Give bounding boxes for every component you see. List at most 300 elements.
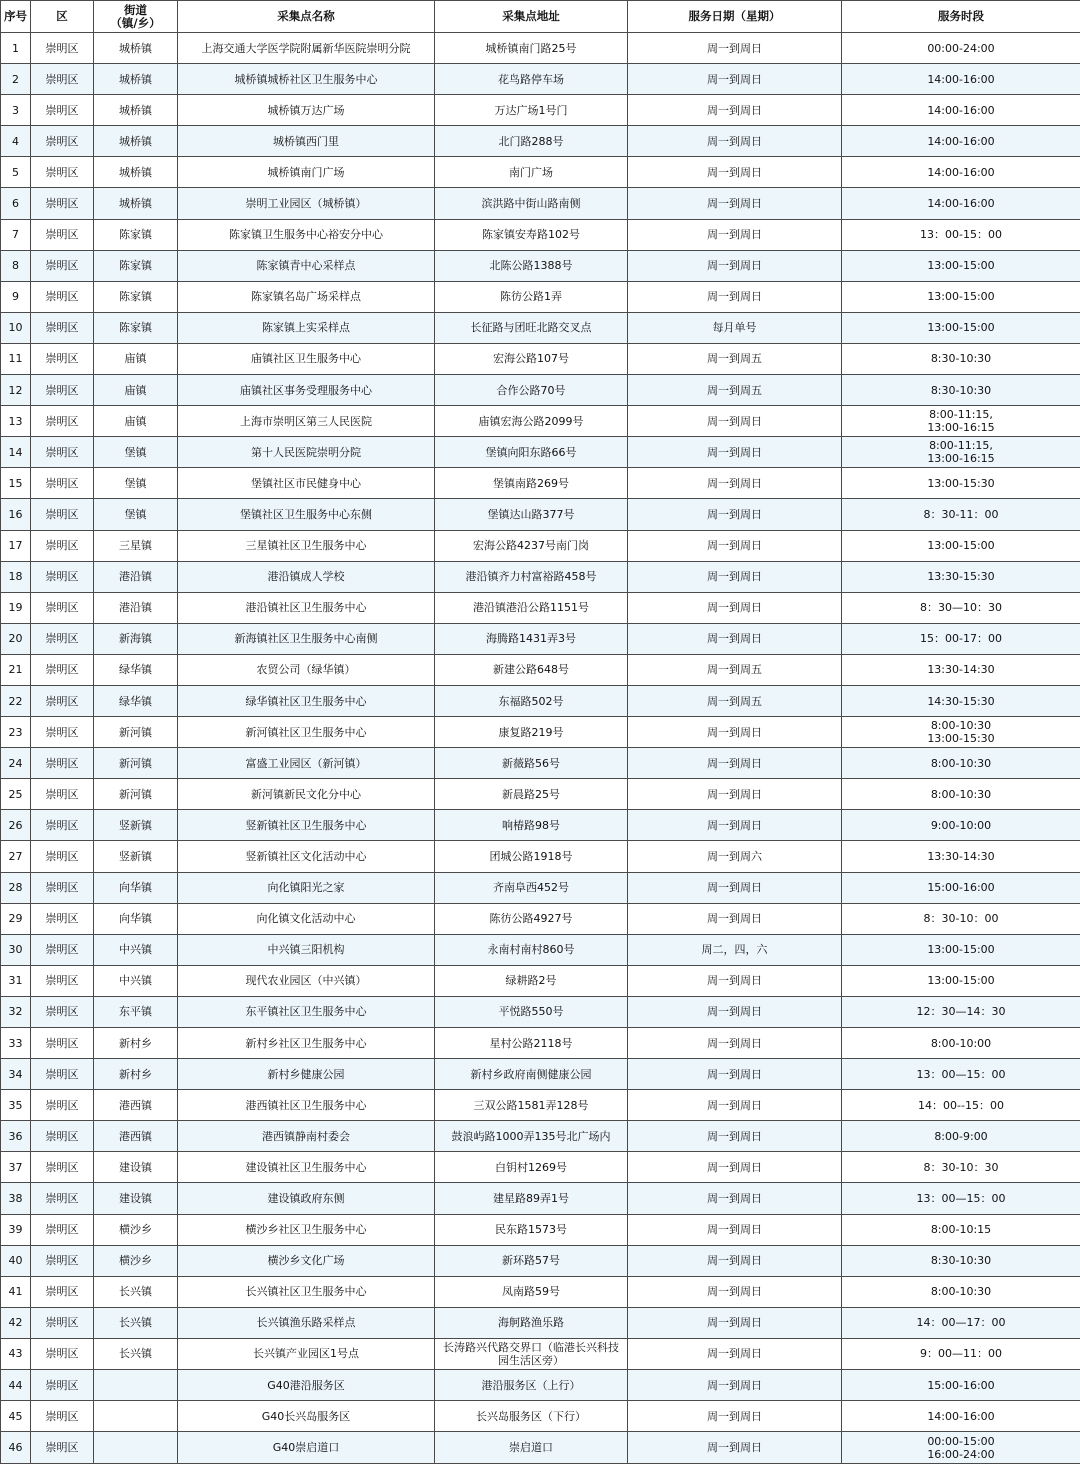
cell-district: 崇明区: [31, 219, 94, 250]
cell-street: 长兴镇: [94, 1338, 178, 1369]
cell-service-days: 周一到周日: [628, 1307, 842, 1338]
cell-site-name: 新村乡健康公园: [178, 1059, 435, 1090]
cell-service-days: 周一到周日: [628, 468, 842, 499]
cell-site-address: 新村乡政府南侧健康公园: [435, 1059, 628, 1090]
cell-street: 绿华镇: [94, 685, 178, 716]
cell-street: 城桥镇: [94, 157, 178, 188]
cell-site-address: 陈家镇安寿路102号: [435, 219, 628, 250]
cell-street: 庙镇: [94, 406, 178, 437]
cell-service-hours: 8：30-11：00: [842, 499, 1080, 530]
cell-street: 新河镇: [94, 779, 178, 810]
cell-site-name: 农贸公司（绿华镇）: [178, 654, 435, 685]
cell-district: 崇明区: [31, 623, 94, 654]
cell-service-hours: 14:00-16:00: [842, 188, 1080, 219]
cell-site-address: 东福路502号: [435, 685, 628, 716]
cell-site-address: 北门路288号: [435, 126, 628, 157]
cell-site-name: 上海市崇明区第三人民医院: [178, 406, 435, 437]
cell-site-address: 堡镇达山路377号: [435, 499, 628, 530]
cell-service-hours: 8:00-10:30: [842, 1276, 1080, 1307]
cell-site-address: 堡镇南路269号: [435, 468, 628, 499]
cell-street: 陈家镇: [94, 219, 178, 250]
cell-site-name: 港沿镇成人学校: [178, 561, 435, 592]
cell-site-address: 新薇路56号: [435, 748, 628, 779]
cell-service-days: 周一到周日: [628, 1028, 842, 1059]
cell-service-hours: 00:00-15:00 16:00-24:00: [842, 1432, 1080, 1464]
cell-site-name: 庙镇社区事务受理服务中心: [178, 375, 435, 406]
cell-site-address: 港沿镇齐力村富裕路458号: [435, 561, 628, 592]
cell-street: 庙镇: [94, 343, 178, 374]
cell-district: 崇明区: [31, 1152, 94, 1183]
cell-district: 崇明区: [31, 654, 94, 685]
cell-site-name: G40崇启道口: [178, 1432, 435, 1464]
cell-street: [94, 1370, 178, 1401]
cell-service-hours: 13：00—15：00: [842, 1183, 1080, 1214]
cell-row-index: 37: [1, 1152, 31, 1183]
cell-row-index: 44: [1, 1370, 31, 1401]
cell-row-index: 18: [1, 561, 31, 592]
cell-street: 堡镇: [94, 468, 178, 499]
cell-street: 长兴镇: [94, 1276, 178, 1307]
cell-street: 横沙乡: [94, 1245, 178, 1276]
cell-district: 崇明区: [31, 717, 94, 748]
cell-site-name: 崇明工业园区（城桥镇）: [178, 188, 435, 219]
cell-service-days: 周一到周日: [628, 717, 842, 748]
cell-service-hours: 13：00—15：00: [842, 1059, 1080, 1090]
table-row: [1, 779, 1080, 810]
table-row: [1, 592, 1080, 623]
table-row: [1, 406, 1080, 437]
cell-service-days: 周一到周日: [628, 1401, 842, 1432]
cell-site-name: 新河镇新民文化分中心: [178, 779, 435, 810]
cell-street: [94, 1401, 178, 1432]
cell-street: 新村乡: [94, 1059, 178, 1090]
cell-district: 崇明区: [31, 1121, 94, 1152]
cell-street: 新海镇: [94, 623, 178, 654]
cell-site-name: G40长兴岛服务区: [178, 1401, 435, 1432]
cell-street: 城桥镇: [94, 64, 178, 95]
cell-row-index: 9: [1, 281, 31, 312]
header-service-hours: 服务时段: [842, 1, 1080, 33]
header-index: 序号: [1, 1, 31, 33]
cell-district: 崇明区: [31, 281, 94, 312]
cell-service-days: 周一到周日: [628, 437, 842, 468]
cell-district: 崇明区: [31, 592, 94, 623]
cell-site-address: 新环路57号: [435, 1245, 628, 1276]
cell-district: 崇明区: [31, 406, 94, 437]
cell-service-hours: 00:00-24:00: [842, 33, 1080, 64]
header-site-name: 采集点名称: [178, 1, 435, 33]
cell-site-name: 横沙乡文化广场: [178, 1245, 435, 1276]
table-row: [1, 437, 1080, 468]
header-service-days: 服务日期（星期）: [628, 1, 842, 33]
cell-site-address: 崇启道口: [435, 1432, 628, 1464]
cell-street: 长兴镇: [94, 1307, 178, 1338]
cell-district: 崇明区: [31, 1401, 94, 1432]
cell-service-hours: 14:00-16:00: [842, 1401, 1080, 1432]
table-row: [1, 95, 1080, 126]
cell-service-hours: 13:30-14:30: [842, 654, 1080, 685]
cell-service-days: 周一到周五: [628, 654, 842, 685]
cell-service-days: 周一到周日: [628, 188, 842, 219]
cell-row-index: 26: [1, 810, 31, 841]
table-row: [1, 126, 1080, 157]
table-row: [1, 219, 1080, 250]
cell-service-days: 周一到周日: [628, 1432, 842, 1464]
cell-district: 崇明区: [31, 468, 94, 499]
cell-district: 崇明区: [31, 748, 94, 779]
cell-row-index: 41: [1, 1276, 31, 1307]
cell-street: 新村乡: [94, 1028, 178, 1059]
table-row: [1, 375, 1080, 406]
cell-site-address: 宏海公路4237号南门岗: [435, 530, 628, 561]
cell-site-name: 长兴镇渔乐路采样点: [178, 1307, 435, 1338]
cell-site-address: 港沿服务区（上行）: [435, 1370, 628, 1401]
cell-service-days: 周一到周日: [628, 623, 842, 654]
table-row: [1, 1370, 1080, 1401]
cell-service-hours: 8：30—10：30: [842, 592, 1080, 623]
cell-street: 城桥镇: [94, 188, 178, 219]
table-row: [1, 1183, 1080, 1214]
cell-street: 东平镇: [94, 996, 178, 1027]
cell-site-address: 庙镇宏海公路2099号: [435, 406, 628, 437]
table-row: [1, 841, 1080, 872]
cell-site-name: 绿华镇社区卫生服务中心: [178, 685, 435, 716]
cell-service-days: 周二，四，六: [628, 934, 842, 965]
cell-street: 中兴镇: [94, 934, 178, 965]
cell-row-index: 17: [1, 530, 31, 561]
cell-street: 庙镇: [94, 375, 178, 406]
cell-district: 崇明区: [31, 188, 94, 219]
cell-service-hours: 8：30-10：30: [842, 1152, 1080, 1183]
cell-street: 城桥镇: [94, 126, 178, 157]
cell-district: 崇明区: [31, 157, 94, 188]
cell-row-index: 45: [1, 1401, 31, 1432]
cell-site-name: 东平镇社区卫生服务中心: [178, 996, 435, 1027]
cell-site-address: 宏海公路107号: [435, 343, 628, 374]
cell-street: 新河镇: [94, 748, 178, 779]
cell-site-address: 永南村南村860号: [435, 934, 628, 965]
cell-service-days: 每月单号: [628, 312, 842, 343]
table-row: [1, 934, 1080, 965]
cell-site-name: 新村乡社区卫生服务中心: [178, 1028, 435, 1059]
cell-row-index: 39: [1, 1214, 31, 1245]
cell-street: 陈家镇: [94, 250, 178, 281]
cell-site-name: 城桥镇南门广场: [178, 157, 435, 188]
cell-row-index: 2: [1, 64, 31, 95]
cell-site-address: 长兴岛服务区（下行）: [435, 1401, 628, 1432]
table-row: [1, 33, 1080, 64]
cell-service-days: 周一到周日: [628, 281, 842, 312]
cell-district: 崇明区: [31, 903, 94, 934]
cell-service-hours: 8:00-10:30 13:00-15:30: [842, 717, 1080, 748]
cell-street: 港西镇: [94, 1090, 178, 1121]
cell-service-days: 周一到周日: [628, 250, 842, 281]
header-district: 区: [31, 1, 94, 33]
cell-site-name: 建设镇政府东侧: [178, 1183, 435, 1214]
cell-service-hours: 8:00-10:30: [842, 779, 1080, 810]
cell-service-hours: 8:00-10:15: [842, 1214, 1080, 1245]
cell-service-days: 周一到周日: [628, 779, 842, 810]
cell-site-address: 港沿镇港沿公路1151号: [435, 592, 628, 623]
cell-site-name: 向化镇阳光之家: [178, 872, 435, 903]
cell-row-index: 31: [1, 965, 31, 996]
cell-service-days: 周一到周日: [628, 748, 842, 779]
table-row: [1, 561, 1080, 592]
cell-site-address: 城桥镇南门路25号: [435, 33, 628, 64]
cell-site-name: 城桥镇城桥社区卫生服务中心: [178, 64, 435, 95]
cell-site-address: 陈彷公路4927号: [435, 903, 628, 934]
cell-service-hours: 14:00-16:00: [842, 126, 1080, 157]
table-row: [1, 1214, 1080, 1245]
cell-row-index: 46: [1, 1432, 31, 1464]
cell-street: 陈家镇: [94, 281, 178, 312]
cell-district: 崇明区: [31, 685, 94, 716]
cell-service-hours: 9：00—11：00: [842, 1338, 1080, 1369]
table-row: [1, 157, 1080, 188]
cell-site-address: 万达广场1号门: [435, 95, 628, 126]
cell-site-name: 向化镇文化活动中心: [178, 903, 435, 934]
cell-site-name: 竖新镇社区卫生服务中心: [178, 810, 435, 841]
table-row: [1, 281, 1080, 312]
table-row: [1, 1401, 1080, 1432]
cell-street: 堡镇: [94, 437, 178, 468]
cell-service-days: 周一到周日: [628, 1338, 842, 1369]
cell-site-address: 平悦路550号: [435, 996, 628, 1027]
cell-site-address: 绿耕路2号: [435, 965, 628, 996]
cell-service-days: 周一到周日: [628, 126, 842, 157]
table-row: [1, 1432, 1080, 1464]
cell-service-hours: 13:00-15:00: [842, 530, 1080, 561]
cell-service-hours: 8:00-10:30: [842, 748, 1080, 779]
cell-district: 崇明区: [31, 872, 94, 903]
cell-service-hours: 13:00-15:00: [842, 965, 1080, 996]
cell-site-name: 堡镇社区市民健身中心: [178, 468, 435, 499]
cell-street: 新河镇: [94, 717, 178, 748]
cell-service-days: 周一到周五: [628, 685, 842, 716]
cell-row-index: 25: [1, 779, 31, 810]
cell-service-hours: 8:30-10:30: [842, 343, 1080, 374]
cell-site-address: 海舸路渔乐路: [435, 1307, 628, 1338]
cell-row-index: 7: [1, 219, 31, 250]
cell-street: 竖新镇: [94, 810, 178, 841]
cell-site-address: 堡镇向阳东路66号: [435, 437, 628, 468]
cell-service-days: 周一到周日: [628, 1276, 842, 1307]
cell-service-days: 周一到周日: [628, 903, 842, 934]
cell-street: 三星镇: [94, 530, 178, 561]
cell-district: 崇明区: [31, 126, 94, 157]
cell-site-address: 建星路89弄1号: [435, 1183, 628, 1214]
cell-street: 堡镇: [94, 499, 178, 530]
cell-service-days: 周一到周日: [628, 996, 842, 1027]
table-row: [1, 810, 1080, 841]
cell-row-index: 42: [1, 1307, 31, 1338]
cell-site-address: 鼓浪屿路1000弄135号北广场内: [435, 1121, 628, 1152]
table-row: [1, 1307, 1080, 1338]
cell-site-address: 海腾路1431弄3号: [435, 623, 628, 654]
header-row: [1, 1, 1080, 33]
cell-service-hours: 13:30-14:30: [842, 841, 1080, 872]
cell-service-hours: 14:00-16:00: [842, 157, 1080, 188]
cell-service-days: 周一到周日: [628, 1121, 842, 1152]
cell-service-hours: 8：30-10：00: [842, 903, 1080, 934]
cell-service-days: 周一到周日: [628, 872, 842, 903]
cell-row-index: 28: [1, 872, 31, 903]
cell-site-address: 长征路与团旺北路交叉点: [435, 312, 628, 343]
cell-street: 城桥镇: [94, 95, 178, 126]
table-row: [1, 468, 1080, 499]
header-site-address: 采集点地址: [435, 1, 628, 33]
cell-service-days: 周一到周日: [628, 1059, 842, 1090]
cell-site-address: 滨洪路中街山路南侧: [435, 188, 628, 219]
cell-district: 崇明区: [31, 1059, 94, 1090]
cell-site-name: 陈家镇上实采样点: [178, 312, 435, 343]
cell-street: [94, 1432, 178, 1464]
table-row: [1, 499, 1080, 530]
cell-service-days: 周一到周日: [628, 157, 842, 188]
cell-site-address: 北陈公路1388号: [435, 250, 628, 281]
cell-service-days: 周一到周日: [628, 592, 842, 623]
cell-service-days: 周一到周日: [628, 499, 842, 530]
cell-district: 崇明区: [31, 561, 94, 592]
cell-site-name: 港沿镇社区卫生服务中心: [178, 592, 435, 623]
cell-site-name: 富盛工业园区（新河镇）: [178, 748, 435, 779]
cell-row-index: 24: [1, 748, 31, 779]
cell-service-days: 周一到周日: [628, 1245, 842, 1276]
cell-district: 崇明区: [31, 934, 94, 965]
cell-service-hours: 15:00-16:00: [842, 1370, 1080, 1401]
cell-service-hours: 15:00-16:00: [842, 872, 1080, 903]
cell-service-hours: 8:00-10:00: [842, 1028, 1080, 1059]
cell-district: 崇明区: [31, 1370, 94, 1401]
cell-district: 崇明区: [31, 1276, 94, 1307]
cell-service-days: 周一到周日: [628, 561, 842, 592]
cell-row-index: 12: [1, 375, 31, 406]
cell-row-index: 5: [1, 157, 31, 188]
cell-row-index: 13: [1, 406, 31, 437]
cell-row-index: 19: [1, 592, 31, 623]
cell-row-index: 15: [1, 468, 31, 499]
cell-site-name: 陈家镇卫生服务中心裕安分中心: [178, 219, 435, 250]
cell-service-days: 周一到周日: [628, 95, 842, 126]
cell-site-name: 堡镇社区卫生服务中心东侧: [178, 499, 435, 530]
table-row: [1, 343, 1080, 374]
cell-site-address: 新晨路25号: [435, 779, 628, 810]
cell-site-address: 三双公路1581弄128号: [435, 1090, 628, 1121]
cell-service-hours: 8:30-10:30: [842, 1245, 1080, 1276]
cell-site-address: 合作公路70号: [435, 375, 628, 406]
cell-district: 崇明区: [31, 312, 94, 343]
header-street: 街道 （镇/乡）: [94, 1, 178, 33]
cell-district: 崇明区: [31, 250, 94, 281]
cell-district: 崇明区: [31, 779, 94, 810]
cell-site-address: 康复路219号: [435, 717, 628, 748]
table-row: [1, 1152, 1080, 1183]
cell-site-address: 新建公路648号: [435, 654, 628, 685]
table-row: [1, 903, 1080, 934]
cell-row-index: 38: [1, 1183, 31, 1214]
cell-district: 崇明区: [31, 996, 94, 1027]
cell-service-days: 周一到周日: [628, 406, 842, 437]
cell-site-name: 陈家镇青中心采样点: [178, 250, 435, 281]
table-row: [1, 1121, 1080, 1152]
cell-site-name: 长兴镇产业园区1号点: [178, 1338, 435, 1369]
cell-district: 崇明区: [31, 1307, 94, 1338]
cell-service-hours: 13:00-15:00: [842, 312, 1080, 343]
cell-district: 崇明区: [31, 375, 94, 406]
cell-district: 崇明区: [31, 1245, 94, 1276]
cell-district: 崇明区: [31, 841, 94, 872]
cell-site-name: G40港沿服务区: [178, 1370, 435, 1401]
cell-street: 竖新镇: [94, 841, 178, 872]
cell-street: 港沿镇: [94, 561, 178, 592]
cell-site-address: 南门广场: [435, 157, 628, 188]
cell-site-name: 陈家镇名岛广场采样点: [178, 281, 435, 312]
cell-service-hours: 8:00-11:15, 13:00-16:15: [842, 437, 1080, 468]
cell-site-name: 现代农业园区（中兴镇）: [178, 965, 435, 996]
cell-district: 崇明区: [31, 1338, 94, 1369]
cell-service-hours: 14:00-16:00: [842, 64, 1080, 95]
cell-service-days: 周一到周日: [628, 1370, 842, 1401]
cell-row-index: 22: [1, 685, 31, 716]
table-row: [1, 717, 1080, 748]
table-row: [1, 1090, 1080, 1121]
table-row: [1, 996, 1080, 1027]
cell-row-index: 3: [1, 95, 31, 126]
cell-row-index: 30: [1, 934, 31, 965]
table-row: [1, 1245, 1080, 1276]
cell-service-days: 周一到周日: [628, 530, 842, 561]
cell-service-days: 周一到周六: [628, 841, 842, 872]
cell-service-hours: 14：00—17：00: [842, 1307, 1080, 1338]
table-row: [1, 685, 1080, 716]
cell-row-index: 23: [1, 717, 31, 748]
cell-service-hours: 13:00-15:30: [842, 468, 1080, 499]
cell-street: 横沙乡: [94, 1214, 178, 1245]
cell-street: 城桥镇: [94, 33, 178, 64]
cell-district: 崇明区: [31, 1183, 94, 1214]
cell-service-hours: 14:00-16:00: [842, 95, 1080, 126]
cell-service-days: 周一到周日: [628, 219, 842, 250]
cell-site-address: 凤南路59号: [435, 1276, 628, 1307]
cell-row-index: 33: [1, 1028, 31, 1059]
cell-site-name: 长兴镇社区卫生服务中心: [178, 1276, 435, 1307]
cell-site-name: 横沙乡社区卫生服务中心: [178, 1214, 435, 1245]
cell-row-index: 4: [1, 126, 31, 157]
table-row: [1, 530, 1080, 561]
cell-district: 崇明区: [31, 1214, 94, 1245]
cell-site-address: 民东路1573号: [435, 1214, 628, 1245]
cell-site-name: 庙镇社区卫生服务中心: [178, 343, 435, 374]
cell-service-hours: 13:00-15:00: [842, 934, 1080, 965]
cell-service-days: 周一到周日: [628, 1090, 842, 1121]
cell-row-index: 36: [1, 1121, 31, 1152]
table-row: [1, 1028, 1080, 1059]
cell-row-index: 21: [1, 654, 31, 685]
cell-site-address: 花鸟路停车场: [435, 64, 628, 95]
table-row: [1, 965, 1080, 996]
table-header: [1, 1, 1080, 33]
cell-row-index: 27: [1, 841, 31, 872]
cell-street: 港沿镇: [94, 592, 178, 623]
cell-service-hours: 13:00-15:00: [842, 250, 1080, 281]
table-row: [1, 872, 1080, 903]
table-row: [1, 654, 1080, 685]
cell-service-days: 周一到周日: [628, 33, 842, 64]
cell-row-index: 6: [1, 188, 31, 219]
cell-service-hours: 12：30—14：30: [842, 996, 1080, 1027]
table-row: [1, 748, 1080, 779]
cell-row-index: 16: [1, 499, 31, 530]
